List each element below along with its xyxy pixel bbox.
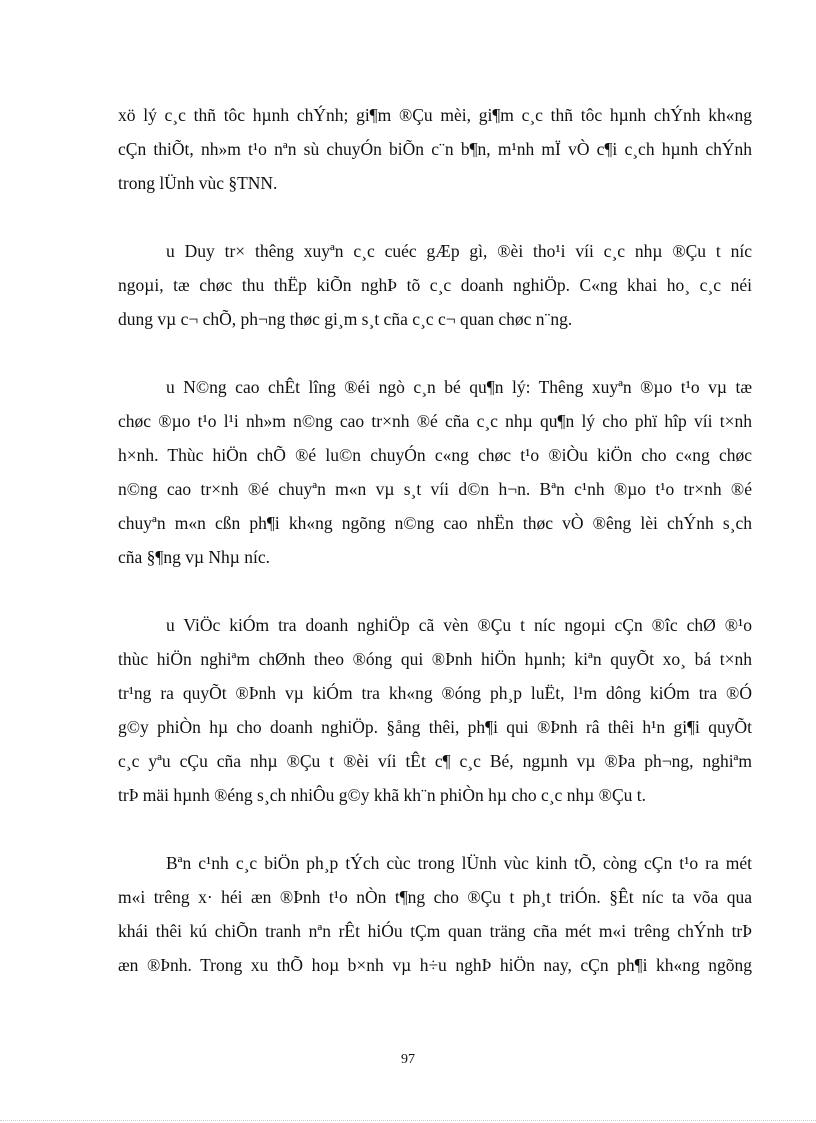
- paragraph-5: [118, 846, 752, 982]
- text-line: chøc ®µo t¹o l¹i nh»m n©ng cao tr×nh ®é cña c¸c nhµ qu¶n lý cho phï hîp víi t×nh: [118, 411, 752, 431]
- text-line: tr¹ng ra quyÕt ®Þnh vµ kiÓm tra kh«ng ®óng ph¸p luËt, l¹m dông kiÓm tra ®Ó: [118, 683, 752, 703]
- paragraph-2: [118, 234, 752, 336]
- text-line: c¸c yªu cÇu cña nhµ ®Çu t ®èi víi tÊt c¶ c¸c Bé, ngµnh vµ ®Þa ph¬ng, nghiªm: [118, 751, 752, 771]
- text-line: ngoµi, tæ chøc thu thËp kiÕn nghÞ tõ c¸c doanh nghiÖp. C«ng khai ho¸ c¸c néi: [118, 275, 752, 295]
- text-line: khái thêi kú chiÕn tranh nªn rÊt hiÓu tÇm quan träng cña mét m«i trêng chÝnh trÞ: [118, 921, 752, 941]
- text-line: trong lÜnh vùc §TNN.: [118, 173, 278, 193]
- paragraph-3: [118, 370, 752, 574]
- text-line: u ViÖc kiÓm tra doanh nghiÖp cã vèn ®Çu t níc ngoµi cÇn ®îc chØ ®¹o: [166, 615, 752, 635]
- text-line: Bªn c¹nh c¸c biÖn ph¸p tÝch cùc trong lÜnh vùc kinh tÕ, còng cÇn t¹o ra mét: [166, 853, 752, 873]
- text-line: chuyªn m«n cßn ph¶i kh«ng ngõng n©ng cao nhËn thøc vÒ ®êng lèi chÝnh s¸ch: [118, 513, 752, 533]
- text-line: cÇn thiÕt, nh»m t¹o nªn sù chuyÓn biÕn c¨n b¶n, m¹nh mÏ vÒ c¶i c¸ch hµnh chÝnh: [118, 139, 752, 159]
- text-line: dung vµ c¬ chÕ, ph¬ng thøc gi¸m s¸t cña c¸c c¬ quan chøc n¨ng.: [118, 309, 573, 329]
- text-line: u N©ng cao chÊt lîng ®éi ngò c¸n bé qu¶n lý: Thêng xuyªn ®µo t¹o vµ tæ: [166, 377, 752, 397]
- text-line: thùc hiÖn nghiªm chØnh theo ®óng qui ®Þnh hiÖn hµnh; kiªn quyÕt xo¸ bá t×nh: [118, 649, 752, 669]
- text-line: u Duy tr× thêng xuyªn c¸c cuéc gÆp gì, ®èi tho¹i víi c¸c nhµ ®Çu t níc: [166, 241, 752, 261]
- text-line: cña §¶ng vµ Nhµ níc.: [118, 547, 271, 567]
- text-line: m«i trêng x· héi æn ®Þnh t¹o nÒn t¶ng cho ®Çu t ph¸t triÓn. §Êt níc ta võa qua: [118, 887, 752, 907]
- page-bottom-divider: [0, 1120, 816, 1121]
- text-line: n©ng cao tr×nh ®é chuyªn m«n vµ s¸t víi d©n h¬n. Bªn c¹nh ®µo t¹o tr×nh ®é: [118, 479, 752, 499]
- text-line: h×nh. Thùc hiÖn chÕ ®é lu©n chuyÓn c«ng chøc t¹o ®iÒu kiÖn cho c«ng chøc: [118, 445, 752, 465]
- text-line: æn ®Þnh. Trong xu thÕ hoµ b×nh vµ h÷u nghÞ hiÖn nay, cÇn ph¶i kh«ng ngõng: [118, 955, 752, 975]
- text-line: trÞ mäi hµnh ®éng s¸ch nhiÔu g©y khã kh¨n phiÒn hµ cho c¸c nhµ ®Çu t.: [118, 785, 646, 805]
- paragraph-4: [118, 608, 752, 812]
- text-line: xö lý c¸c thñ tôc hµnh chÝnh; gi¶m ®Çu mèi, gi¶m c¸c thñ tôc hµnh chÝnh kh«ng: [118, 105, 752, 125]
- page-number: 97: [401, 1052, 415, 1067]
- paragraph-1: [118, 98, 752, 200]
- text-line: g©y phiÒn hµ cho doanh nghiÖp. §ång thêi, ph¶i qui ®Þnh râ thêi h¹n gi¶i quyÕt: [118, 717, 752, 737]
